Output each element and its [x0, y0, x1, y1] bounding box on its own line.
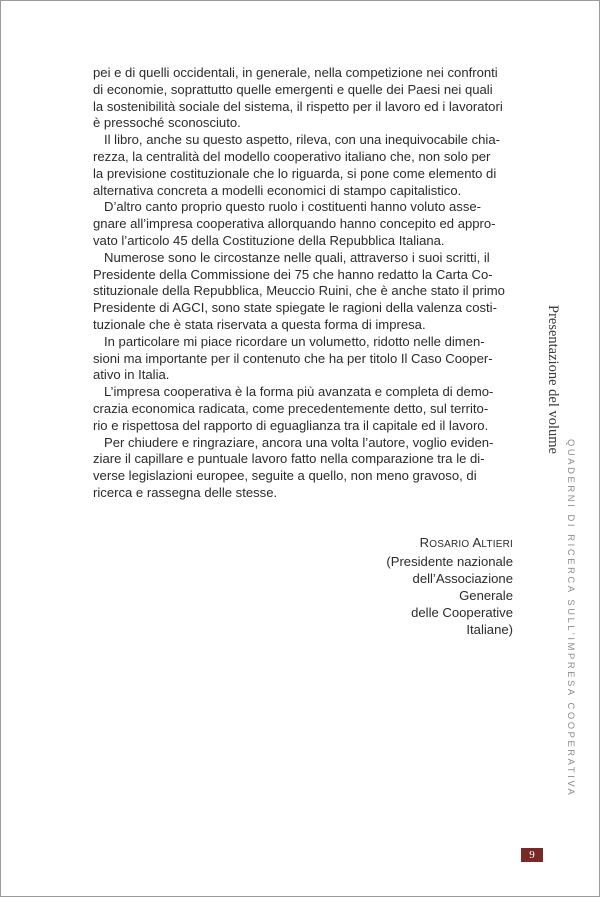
text-line: D’altro canto proprio questo ruolo i costituenti hanno voluto asse- [104, 199, 482, 215]
text-line: Numerose sono le circostanze nelle quali, attraverso i suoi scritti, il [104, 249, 490, 265]
text-line: ziare il capillare e puntuale lavoro fatto nella comparazione tra le di- [93, 451, 485, 467]
text-line: rio e rispettosa del rapporto di eguaglianza tra il capitale ed il lavoro. [93, 417, 489, 433]
text-line: gnare all’impresa cooperativa allorquando hanno concepito ed appro- [93, 216, 496, 232]
text-line: L’impresa cooperativa è la forma più avanzata e completa di demo- [104, 384, 494, 400]
paragraph [93, 132, 505, 199]
paragraph [93, 250, 505, 334]
author-role-line: (Presidente nazionale [386, 554, 513, 569]
text-line: verse legislazioni europee, seguite a quello, non meno gravoso, di [93, 468, 477, 484]
text-line: la sostenibilità sociale del sistema, il rispetto per il lavoro ed i lavoratori [93, 98, 503, 114]
text-line: ricerca e rassegna delle stesse. [93, 484, 278, 500]
author-role-line: dell’Associazione Generale [412, 571, 513, 603]
body-text [93, 65, 505, 502]
text-line: la previsione costituzionale che lo riguarda, si pone come elemento di [93, 165, 497, 181]
text-line: è pressoché sconosciuto. [93, 115, 241, 131]
text-line: stituzionale della Repubblica, Meuccio Ruini, che è anche stato il primo [93, 283, 505, 299]
author-name: ROSARIO ALTIERI [419, 535, 513, 550]
section-title: Presentazione del volume [545, 305, 561, 454]
text-line: Per chiudere e ringraziare, ancora una volta l’autore, voglio eviden- [104, 434, 494, 450]
text-line: In particolare mi piace ricordare un volumetto, ridotto nelle dimen- [104, 333, 485, 349]
text-line: rezza, la centralità del modello cooperativo italiano che, non solo per [93, 148, 491, 164]
text-line: vato l’articolo 45 della Costituzione della Repubblica Italiana. [93, 232, 445, 248]
text-line: Presidente di AGCI, sono state spiegate le ragioni della valenza costi- [93, 300, 497, 316]
sidebar-running-head [527, 301, 587, 861]
text-line: alternativa concreta a modelli economici di stampo capitalistico. [93, 182, 462, 198]
text-line: sioni ma importante per il contenuto che ha per titolo Il Caso Cooper- [93, 350, 493, 366]
paragraph [93, 65, 505, 132]
series-title: QUADERNI DI RICERCA SULL’IMPRESA COOPERATIVA [566, 439, 577, 798]
text-line: crazia economica radicata, come precedentemente detto, sul territo- [93, 400, 489, 416]
author-role-line: delle Cooperative Italiane) [411, 605, 513, 637]
text-line: tuzionale che è stata riservata a questa forma di impresa. [93, 316, 426, 332]
text-line: Il libro, anche su questo aspetto, rileva, con una inequivocabile chia- [104, 132, 500, 148]
text-line: ativo in Italia. [93, 367, 170, 383]
paragraph [93, 384, 505, 434]
page-number: 9 [521, 848, 543, 862]
paragraph [93, 435, 505, 502]
text-line: pei e di quelli occidentali, in generale, nella competizione nei confronti [93, 65, 498, 80]
signature-block [373, 534, 513, 638]
paragraph [93, 199, 505, 249]
text-line: di economie, soprattutto quelle emergenti e quelle dei Paesi nei quali [93, 81, 493, 97]
paragraph [93, 334, 505, 384]
text-line: Presidente della Commissione dei 75 che hanno redatto la Carta Co- [93, 266, 493, 282]
